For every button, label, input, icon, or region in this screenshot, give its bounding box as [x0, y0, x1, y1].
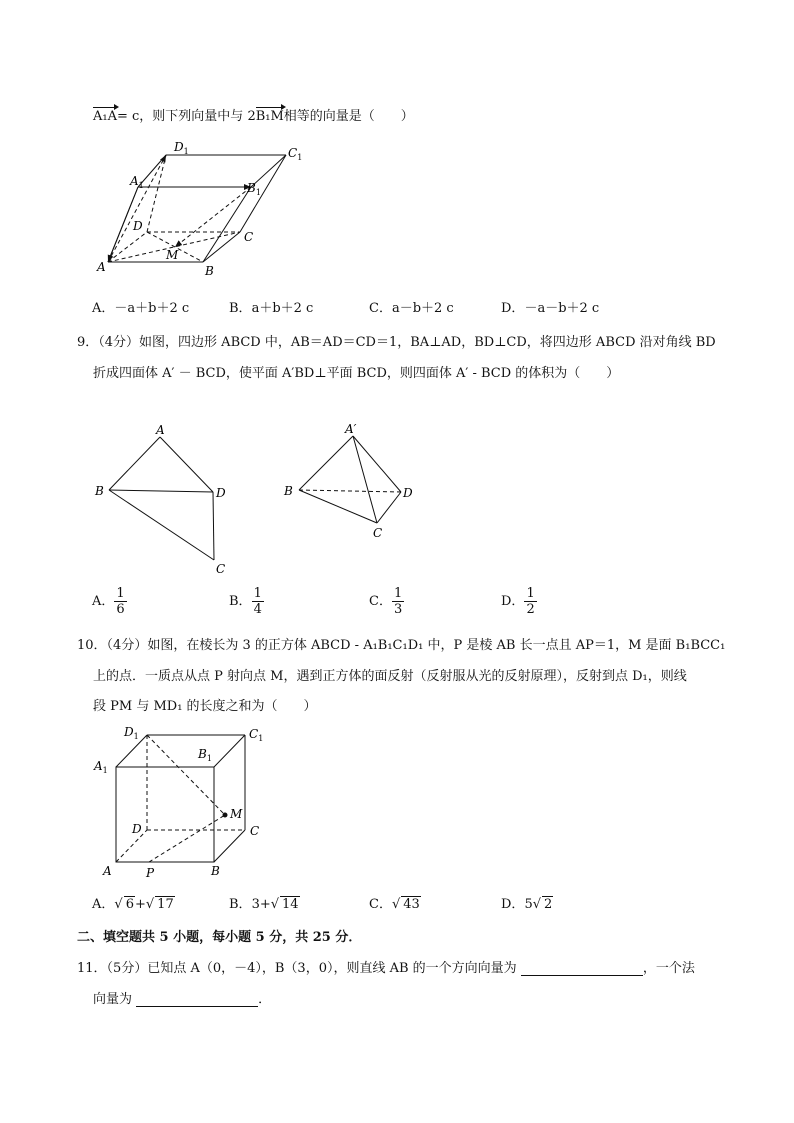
q8-option-d[interactable]: D．－a－b＋2 c	[501, 301, 600, 316]
edge-bc	[109, 490, 214, 560]
label-c: C	[250, 824, 260, 838]
q8-option-a[interactable]: A．－a＋b＋2 c	[92, 301, 190, 316]
edge-b1b	[203, 187, 254, 262]
q10-line3: 段 PM 与 MD₁ 的长度之和为（ ）	[93, 699, 317, 714]
label-m: M	[166, 248, 179, 262]
q9-option-a[interactable]: A． $\frac{1}{6}$	[92, 586, 125, 617]
edge-ad	[353, 436, 401, 492]
vector-b1m: B₁M	[255, 109, 284, 124]
point-m	[223, 813, 228, 818]
q10-line2: 上的点．一质点从点 P 射向点 M，遇到正方体的面反射（反射服从光的反射原理），反射到点 D₁，则线	[93, 669, 687, 684]
label-c1: $C_1$	[288, 146, 303, 162]
q10-option-d[interactable]: D．5√ 2	[501, 897, 553, 912]
q8-option-c[interactable]: C．a－b＋2 c	[369, 301, 454, 316]
edge-bc	[299, 490, 377, 523]
label-b: B	[205, 264, 214, 278]
section-2-heading: 二、填空题共 5 小题，每小题 5 分，共 25 分．	[77, 930, 362, 945]
q10-option-a[interactable]: A．√ 6+√ 17	[92, 897, 174, 912]
q9-option-c[interactable]: C． $\frac{1}{3}$	[369, 586, 403, 617]
edge-ba	[109, 437, 160, 490]
q8-stem-tail: 相等的向量是（ ）	[283, 109, 414, 124]
edge-dc	[213, 492, 214, 560]
path-md1	[147, 735, 225, 815]
label-d1: $D_1$	[174, 140, 189, 156]
label-c: C	[373, 526, 383, 540]
q11-normal-vector-blank[interactable]	[136, 991, 258, 1007]
q10-option-b[interactable]: B．3+√ 14	[229, 897, 299, 912]
label-c: C	[244, 230, 254, 244]
edge-bc	[203, 232, 240, 262]
label-c: C	[216, 562, 226, 576]
vector-a1a: A₁A	[93, 109, 117, 124]
q9-option-b[interactable]: B． $\frac{1}{4}$	[229, 586, 262, 617]
q9-option-d[interactable]: D． $\frac{1}{2}$	[501, 586, 535, 617]
label-d: D	[132, 822, 142, 836]
q10-cube-figure	[88, 720, 278, 880]
q11-line1	[77, 957, 695, 976]
label-a-prime: A′	[345, 422, 357, 436]
q9-line1: 9．（4分）如图，四边形 ABCD 中，AB＝AD＝CD＝1，BA⊥AD，BD⊥CD，将四边形 ABCD 沿对角线 BD	[77, 335, 716, 350]
label-m: M	[230, 807, 243, 821]
edge-bc	[214, 830, 245, 862]
q10-line1: 10．（4分）如图，在棱长为 3 的正方体 ABCD - A₁B₁C₁D₁ 中，P 是棱 AB 长一点且 AP＝1，M 是面 B₁BCC₁	[77, 638, 726, 653]
label-a: A	[103, 864, 112, 878]
q11-end: ．	[258, 992, 272, 1007]
q11-line2-text: 向量为	[93, 992, 133, 1007]
edge-a1d1	[116, 735, 147, 767]
q9-quadrilateral-figure	[90, 420, 230, 580]
q9-line2: 折成四面体 A′ － BCD，使平面 A′BD⊥平面 BCD，则四面体 A′ - BCD 的体积为（ ）	[93, 366, 620, 381]
q9-tetrahedron-figure	[282, 420, 422, 550]
label-d: D	[216, 486, 226, 500]
edge-ac	[353, 436, 377, 523]
edge-ad	[160, 437, 213, 492]
edge-ba	[299, 436, 353, 490]
edge-b1c1	[214, 735, 245, 767]
vector-ad1	[108, 155, 166, 262]
q11-line2	[93, 988, 271, 1007]
label-p: P	[146, 866, 155, 880]
label-a: A	[156, 423, 165, 437]
q8-option-b[interactable]: B．a＋b＋2 c	[229, 301, 314, 316]
q11-text: 11．（5分）已知点 A（0，－4），B（3，0），则直线 AB 的一个方向向量为	[77, 961, 517, 976]
label-d: D	[403, 486, 413, 500]
q10-option-c[interactable]: C．√ 43	[369, 897, 420, 912]
label-b: B	[284, 484, 293, 498]
label-a: A	[97, 260, 106, 274]
label-d: D	[133, 219, 143, 233]
edge-dc	[377, 492, 401, 523]
q11-direction-vector-blank[interactable]	[521, 960, 643, 976]
label-b: B	[95, 484, 104, 498]
q11-mid: ，一个法	[642, 961, 695, 976]
cube-front-face	[116, 767, 214, 862]
edge-bd-hidden	[299, 490, 401, 492]
label-b1: $B_1$	[198, 747, 212, 763]
label-c1: $C_1$	[249, 727, 264, 743]
label-b1: $B_1$	[247, 181, 261, 197]
label-d1: $D_1$	[124, 725, 139, 741]
q8-parallelepiped-figure	[90, 135, 320, 280]
q8-stem	[93, 105, 414, 124]
edge-bd	[109, 490, 213, 492]
q8-stem-eq: = c，则下列向量中与 2	[117, 109, 256, 124]
label-a1: $A_1$	[94, 759, 108, 775]
label-b: B	[211, 864, 220, 878]
label-a1: $A_1$	[130, 174, 144, 190]
edge-c1b1	[251, 155, 286, 187]
